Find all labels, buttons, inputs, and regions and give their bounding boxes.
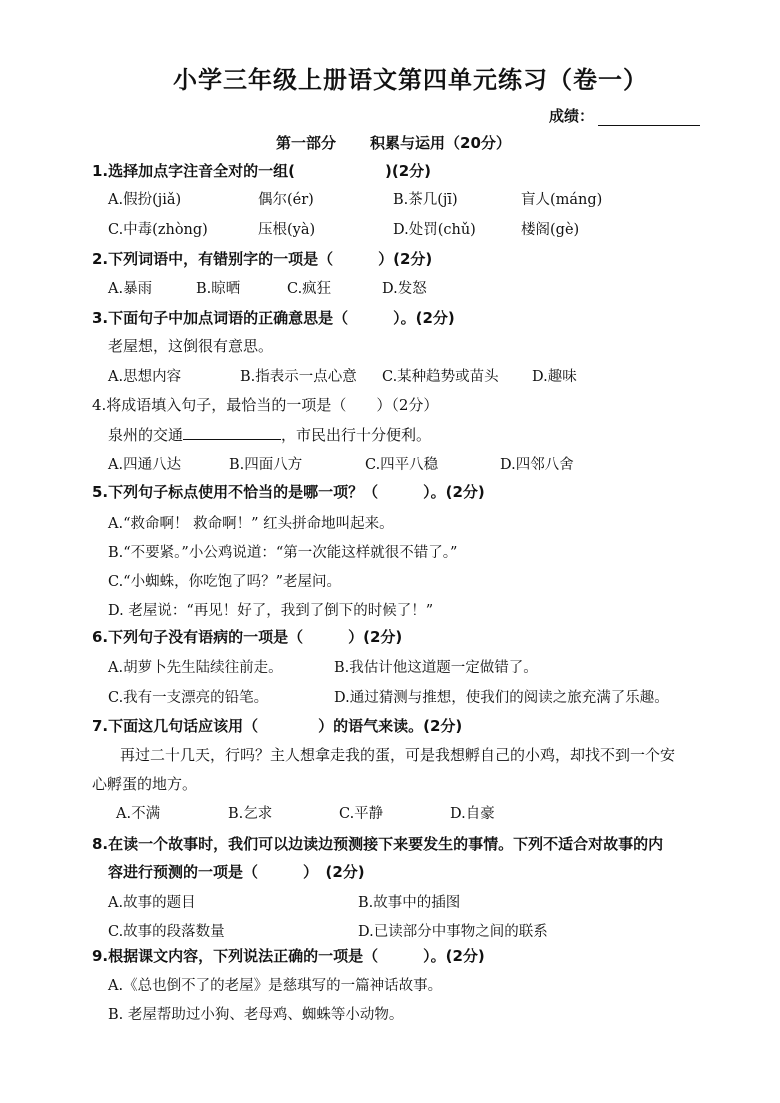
q5-option-b: B.“不要紧。”小公鸡说道：“第一次能这样就很不错了。”: [108, 545, 458, 561]
q7-option-d: D.自豪: [450, 806, 495, 822]
q5-option-c: C.“小蜘蛛，你吃饱了吗？”老屋问。: [108, 574, 342, 590]
q7-option-c: C.平静: [339, 806, 384, 822]
q1-option-d2: 楼阁(gè): [521, 222, 580, 238]
q3-option-c: C.某种趋势或苗头: [382, 369, 499, 385]
score-blank-line[interactable]: [598, 111, 700, 126]
q6-option-c: C.我有一支漂亮的铅笔。: [108, 690, 269, 706]
q2-option-b: B.晾晒: [196, 281, 241, 297]
q7-passage-line-2: 心孵蛋的地方。: [92, 775, 198, 793]
q1-option-a2: 偶尔(ér): [258, 192, 314, 208]
q5-option-d: D. 老屋说：“再见！好了，我到了倒下的时候了！”: [108, 603, 434, 619]
section-name: 积累与运用（20分）: [370, 134, 511, 152]
q2-option-a: A.暴雨: [108, 281, 153, 297]
q1-option-a: A.假扮(jiǎ): [108, 192, 182, 208]
question-5-stem: 5.下列句子标点使用不恰当的是哪一项？（ ）。(2分): [92, 483, 485, 501]
q1-option-b2: 盲人(máng): [521, 192, 603, 208]
q1-option-c: C.中毒(zhòng): [108, 222, 208, 238]
q7-passage-line-1: 再过二十几天，行吗？主人想拿走我的蛋，可是我想孵自己的小鸡，却找不到一个安: [120, 746, 676, 764]
q8-option-b: B.故事中的插图: [358, 895, 461, 911]
question-4-stem: 4.将成语填入句子，最恰当的一项是（ ）（2分）: [92, 396, 439, 414]
q6-option-b: B.我估计他这道题一定做错了。: [334, 660, 538, 676]
question-8-stem-line-1: 8.在读一个故事时，我们可以边读边预测接下来要发生的事情。下列不适合对故事的内: [92, 835, 664, 853]
q4-option-a: A.四通八达: [108, 457, 182, 473]
q2-option-d: D.发怒: [382, 281, 427, 297]
question-3-stem: 3.下面句子中加点词语的正确意思是（ ）。(2分): [92, 309, 455, 327]
score-field: [549, 105, 700, 126]
q6-option-a: A.胡萝卜先生陆续往前走。: [108, 660, 283, 676]
q1-option-d: D.处罚(chǔ): [393, 222, 476, 238]
q2-option-c: C.疯狂: [287, 281, 332, 297]
q3-option-d: D.趣味: [532, 369, 577, 385]
q9-option-b: B. 老屋帮助过小狗、老母鸡、蜘蛛等小动物。: [108, 1007, 404, 1023]
score-label: 成绩：: [549, 107, 595, 125]
question-2-stem: 2.下列词语中，有错别字的一项是（ ）(2分): [92, 250, 433, 268]
q3-option-b: B.指表示一点心意: [240, 369, 357, 385]
q4-fill-blank[interactable]: [183, 425, 281, 440]
q1-option-c2: 压根(yà): [258, 222, 316, 238]
question-8-stem-line-2: 容进行预测的一项是（ ） (2分): [108, 863, 365, 881]
q8-option-d: D.已读部分中事物之间的联系: [358, 924, 548, 940]
q5-option-a: A.“救命啊！ 救命啊！” 红头拼命地叫起来。: [108, 516, 394, 532]
q6-option-d: D.通过猜测与推想，使我们的阅读之旅充满了乐趣。: [334, 690, 669, 706]
q4-sentence: [108, 424, 431, 445]
q8-option-a: A.故事的题目: [108, 895, 196, 911]
q4-sentence-after: ，市民出行十分便利。: [281, 426, 432, 444]
q4-sentence-before: 泉州的交通: [108, 426, 184, 444]
q4-option-c: C.四平八稳: [365, 457, 439, 473]
q4-option-d: D.四邻八舍: [500, 457, 574, 473]
q7-option-a: A.不满: [116, 806, 161, 822]
q1-option-b: B.茶几(jī): [393, 192, 458, 208]
q8-option-c: C.故事的段落数量: [108, 924, 225, 940]
question-1-stem: 1.选择加点字注音全对的一组( )(2分): [92, 162, 431, 180]
q9-option-a: A.《总也倒不了的老屋》是慈琪写的一篇神话故事。: [108, 978, 443, 994]
question-7-stem: 7.下面这几句话应该用（ ）的语气来读。(2分): [92, 717, 463, 735]
section-part: 第一部分: [276, 134, 337, 152]
question-9-stem: 9.根据课文内容，下列说法正确的一项是（ ）。(2分): [92, 947, 485, 965]
q4-option-b: B.四面八方: [229, 457, 303, 473]
q3-option-a: A.思想内容: [108, 369, 182, 385]
q3-sentence: 老屋想，这倒很有意思。: [108, 337, 274, 355]
page-title: 小学三年级上册语文第四单元练习（卷一）: [173, 66, 648, 94]
question-6-stem: 6.下列句子没有语病的一项是（ ）(2分): [92, 628, 403, 646]
q7-option-b: B.乞求: [228, 806, 273, 822]
